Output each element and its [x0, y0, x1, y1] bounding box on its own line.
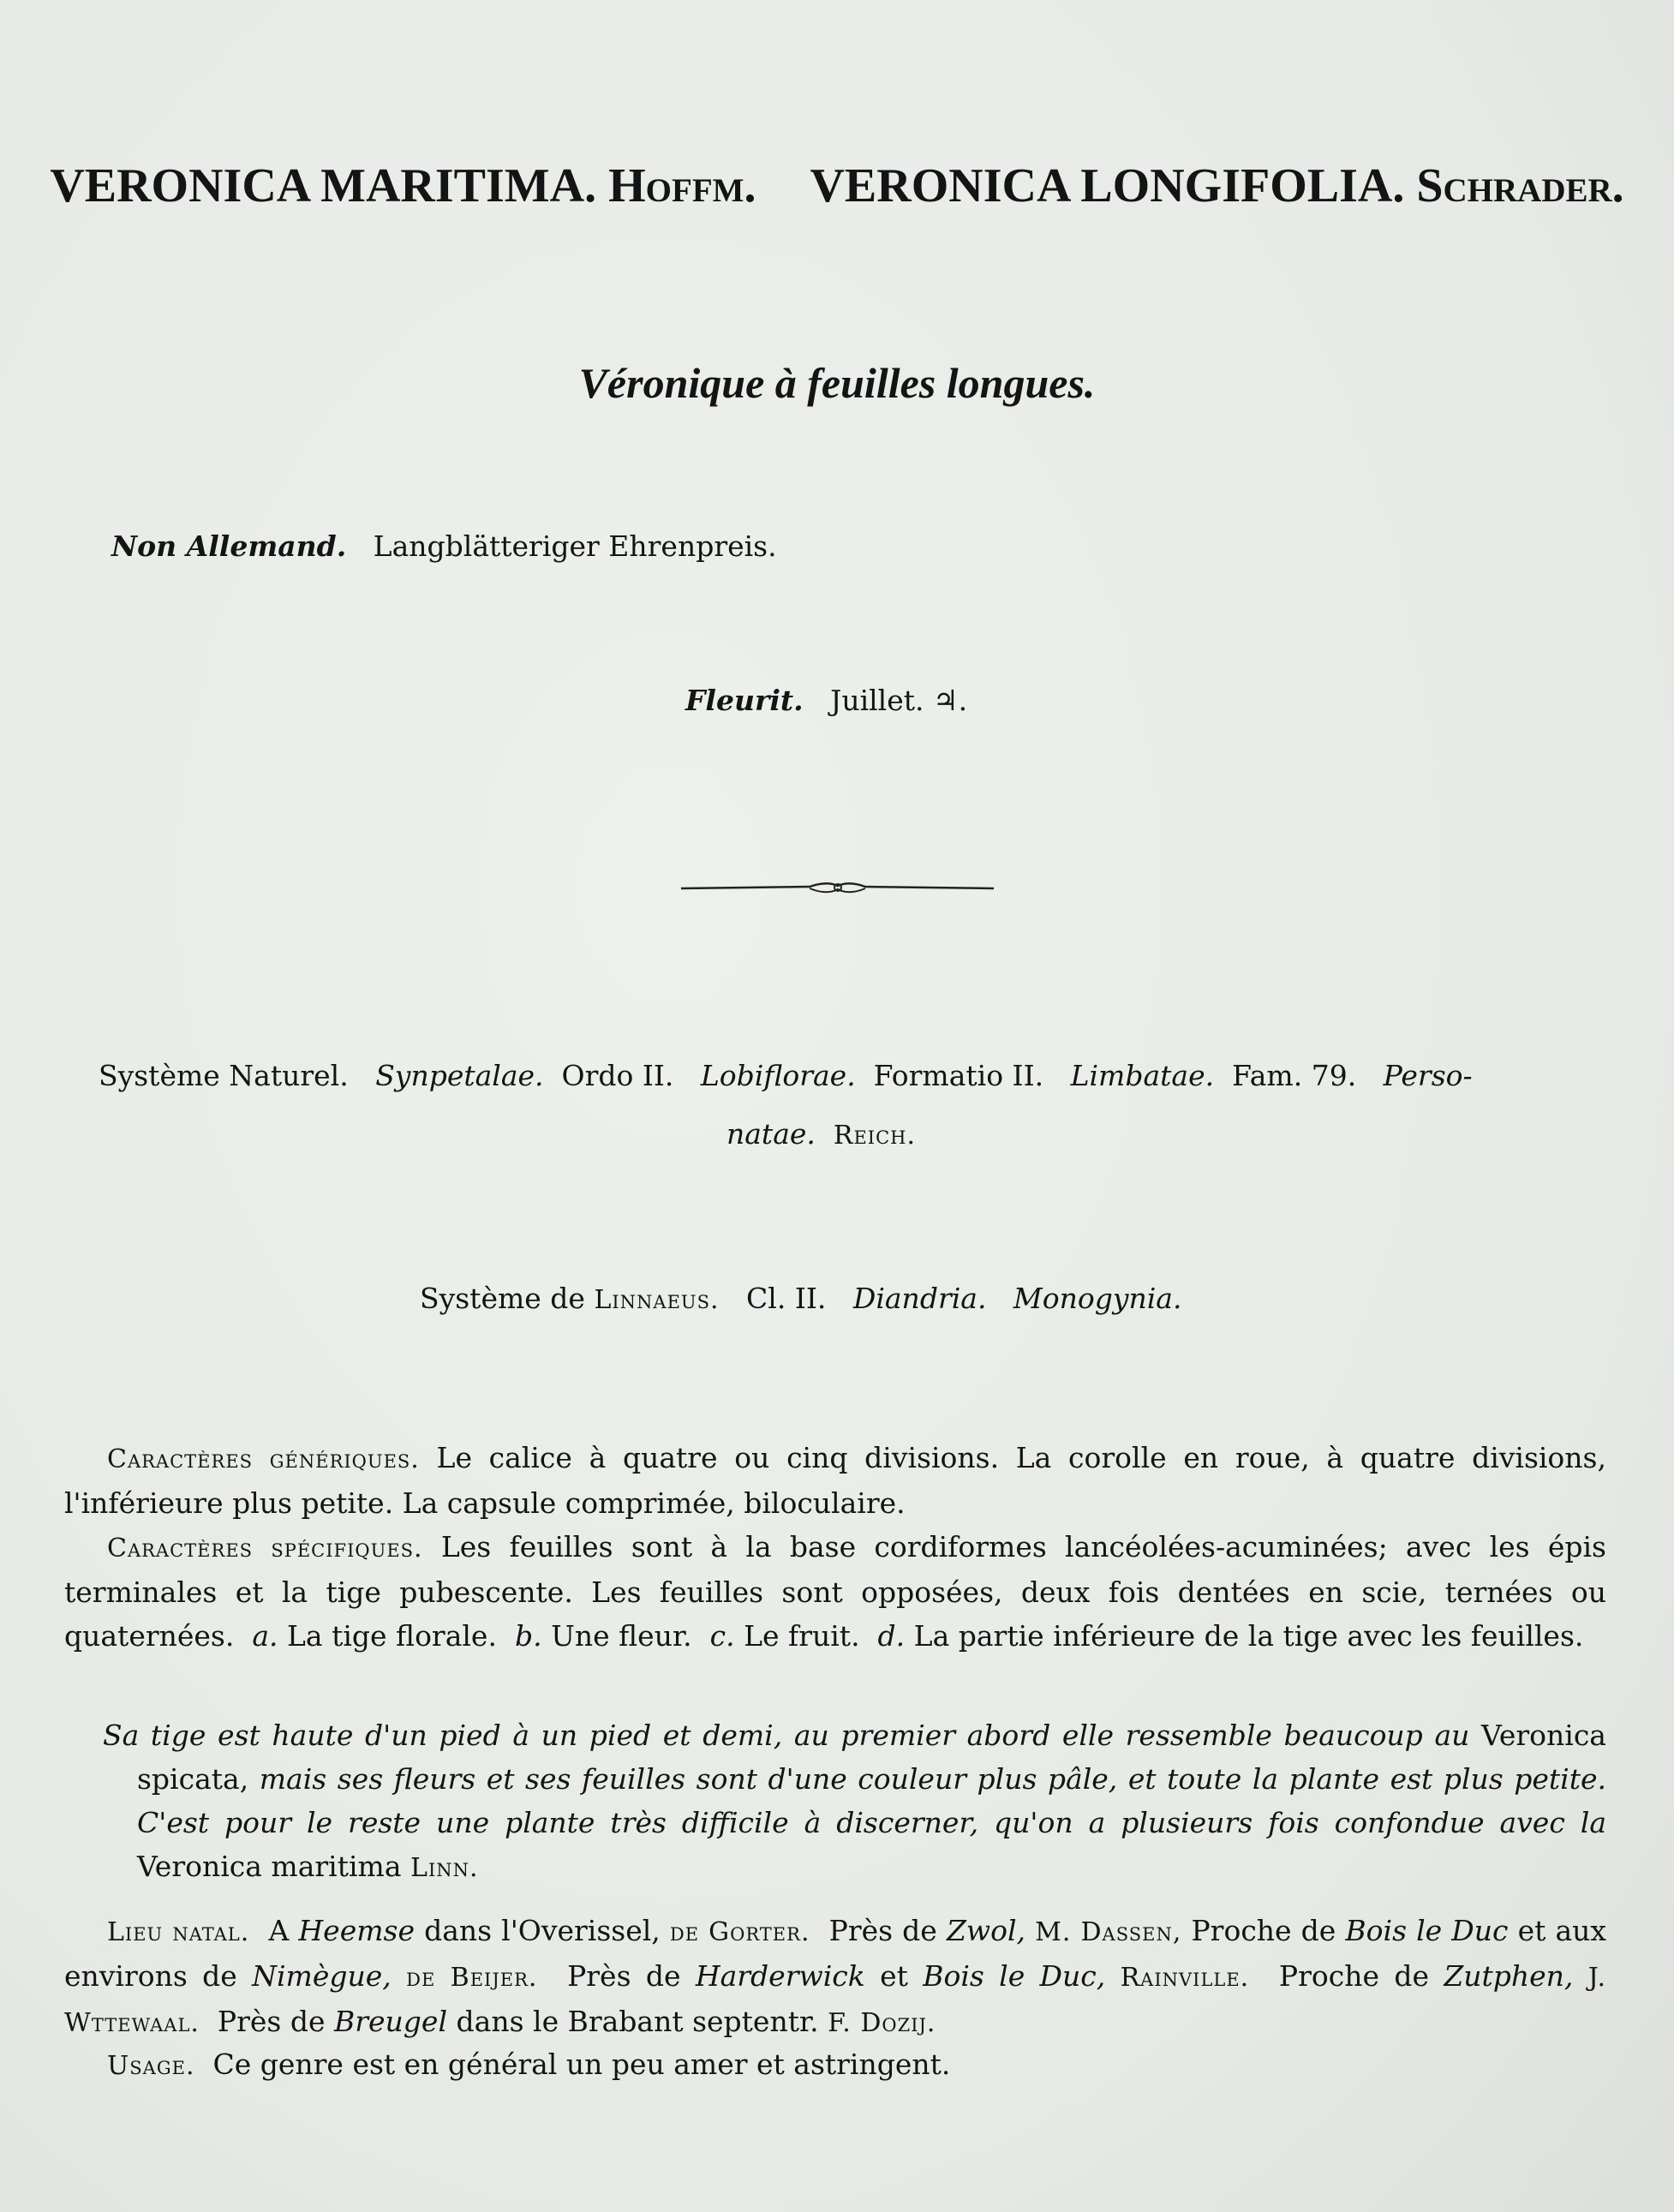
usage-label: Usage.: [107, 2051, 195, 2081]
description: [64, 1713, 1606, 1890]
description-part2: mais ses fleurs et ses feuilles sont d'une couleur plus pâle, et toute la plante est plus petite. C'est pour le reste une plante très difficile à discerner, qu'on a plusieurs fois confondue avec la: [137, 1762, 1606, 1839]
lieu-text: Près de: [828, 1914, 937, 1947]
flowering-line: [685, 679, 967, 723]
collector-dassen: M. Dassen,: [1035, 1917, 1182, 1947]
collector-gorter: de Gorter.: [669, 1917, 810, 1947]
lieu-text: A: [268, 1914, 290, 1947]
systeme-naturel-line2: [726, 1112, 916, 1158]
collector-rainville: Rainville.: [1120, 1963, 1250, 1993]
fig-a-text: La tige florale.: [287, 1619, 497, 1653]
caracteres-generiques-label: Caractères génériques.: [107, 1444, 420, 1474]
fig-b-text: Une fleur.: [551, 1619, 692, 1653]
place-nimegue: Nimègue,: [252, 1959, 392, 1993]
fig-a-label: a.: [252, 1619, 278, 1653]
systeme-naturel-line1: [99, 1054, 1473, 1098]
place-zwol: Zwol,: [946, 1914, 1026, 1947]
description-part1: Sa tige est haute d'un pied à un pied et demi, au premier abord elle ressemble beaucoup au: [103, 1719, 1470, 1752]
lieu-text: Proche de: [1191, 1914, 1336, 1947]
famille: Fam. 79.: [1232, 1059, 1357, 1092]
place-bois-le-duc-2: Bois le Duc,: [923, 1959, 1106, 1993]
classe: Cl. II.: [746, 1282, 827, 1315]
collector-dozij: F. Dozij.: [828, 2008, 936, 2038]
usage-text: Ce genre est en général un peu amer et astringent.: [212, 2048, 951, 2081]
place-heemse: Heemse: [298, 1914, 415, 1947]
lobiflorae: Lobiflorae.: [700, 1059, 856, 1092]
lieu-text: Proche de: [1278, 1959, 1429, 1993]
ornament-divider: [681, 876, 994, 901]
species-name-2: VERONICA LONGIFOLIA.: [810, 159, 1405, 212]
place-harderwick: Harderwick: [695, 1959, 865, 1993]
fig-d-text: La partie inférieure de la tige avec les feuilles.: [913, 1619, 1584, 1653]
lieu-text: Près de: [567, 1959, 681, 1993]
french-name: Véronique à feuilles longues.: [578, 359, 1096, 407]
german-name-label: Non Allemand.: [111, 529, 347, 563]
lieu-natal-label: Lieu natal.: [107, 1917, 250, 1947]
caracteres-generiques: [64, 1436, 1606, 1525]
veronica-spicata: Veronica spicata,: [137, 1719, 1606, 1796]
ordo: Ordo II.: [561, 1059, 674, 1092]
page-title: [0, 158, 1674, 213]
collector-wttewaal: J. Wttewaal.: [64, 1963, 1606, 2038]
diandria: Diandria.: [852, 1282, 987, 1315]
fig-c-text: Le fruit.: [744, 1619, 860, 1653]
place-bois-le-duc: Bois le Duc: [1345, 1914, 1509, 1947]
place-breugel: Breugel: [334, 2005, 448, 2038]
caracteres-specifiques-text: Les feuilles sont à la base cordiformes lancéolées-acuminées; avec les épis terminales et la tige pubescente. Les feuilles sont opposées, deux fois dentées en scie, ternées ou quaternées.: [64, 1530, 1606, 1653]
limbatae: Limbatae.: [1070, 1059, 1215, 1092]
species-name-1: VERONICA MARITIMA.: [50, 159, 597, 212]
german-name-value: Langblätteriger Ehrenpreis.: [373, 529, 777, 563]
author-2: Schrader.: [1416, 159, 1624, 212]
flowering-value: Juillet. ♃.: [830, 684, 968, 717]
flowering-label: Fleurit.: [685, 684, 804, 717]
collector-beijer: de Beijer.: [406, 1963, 538, 1993]
usage: [64, 2042, 1606, 2088]
lieu-text: et aux environs de: [64, 1914, 1606, 1993]
author-1: Hoffm.: [608, 159, 756, 212]
fig-c-label: c.: [709, 1619, 735, 1653]
caracteres-specifiques-label: Caractères spécifiques.: [107, 1533, 423, 1563]
place-zutphen: Zutphen,: [1444, 1959, 1574, 1993]
lieu-text: dans le Brabant septentr.: [456, 2005, 819, 2038]
reich-author: Reich.: [833, 1121, 917, 1151]
fig-b-label: b.: [514, 1619, 542, 1653]
systeme-linnaeus-label: Système de: [420, 1282, 585, 1315]
lieu-text: et: [880, 1959, 908, 1993]
lieu-natal: [64, 1909, 1606, 2045]
lieu-text: dans l'Overissel,: [424, 1914, 661, 1947]
caracteres-specifiques: [64, 1525, 1606, 1658]
personatae-part2: natae.: [726, 1117, 816, 1151]
systeme-naturel-label: Système Naturel.: [99, 1059, 349, 1092]
personatae-part1: Perso-: [1383, 1059, 1473, 1092]
systeme-linnaeus-line: [420, 1276, 1181, 1323]
linn-author: Linn.: [410, 1853, 479, 1883]
caracteres-generiques-text: Le calice à quatre ou cinq divisions. La corolle en roue, à quatre divisions, l'inférieure plus petite. La capsule comprimée, biloculaire.: [64, 1441, 1606, 1520]
german-name-line: [111, 524, 777, 569]
veronica-maritima: Veronica maritima: [137, 1850, 402, 1883]
formatio: Formatio II.: [873, 1059, 1044, 1092]
fig-d-label: d.: [877, 1619, 906, 1653]
lieu-text: Près de: [217, 2005, 326, 2038]
monogynia: Monogynia.: [1013, 1282, 1182, 1315]
synpetalae: Synpetalae.: [375, 1059, 544, 1092]
linnaeus: Linnaeus.: [594, 1285, 720, 1315]
